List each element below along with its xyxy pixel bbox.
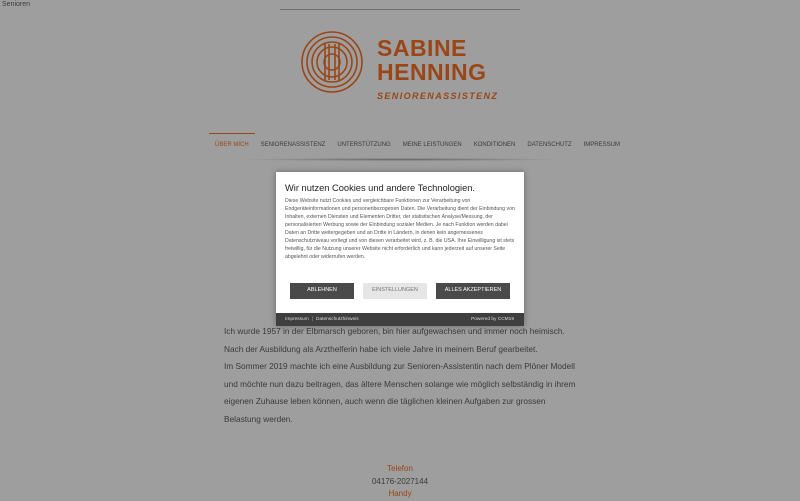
nav-item-impressum[interactable]: IMPRESSUM: [583, 142, 620, 148]
about-text: [224, 323, 584, 428]
cookie-dialog-text: Diese Website nutzt Cookies und vergleichbare Funktionen zur Verarbeitung von Endgeräteinformationen und personenbezogenen Daten. Die Verarbeitung dient der Einbindung von Inhalten, externen Diensten und Elementen Dritter, der statistischen Analyse/Messung, der personalisierten Werbung sowie der Einbindung sozialer Medien. Je nach Funktion werden dabei Daten an Dritte weitergegeben und an Dritte in Ländern, in denen kein angemessenes Datenschutzniveau vorliegt und von diesen verarbeitet wird, z. B. die USA. Ihre Einwilligung ist stets freiwillig, für die Nutzung unserer Website nicht erforderlich und kann jederzeit auf unserer Seite abgelehnt oder widerrufen werden.: [285, 198, 515, 260]
phone-label: Telefon: [387, 464, 413, 473]
nav-item-meine-leistungen[interactable]: MEINE LEISTUNGEN: [402, 142, 462, 148]
phone-value[interactable]: 04176-2027144: [371, 476, 429, 486]
nav-item-ueber-mich[interactable]: ÜBER MICH: [209, 133, 255, 156]
decline-button[interactable]: ABLEHNEN: [290, 283, 354, 299]
contact-block: [300, 463, 500, 501]
nav-shadow: [240, 158, 560, 161]
brand-tagline: SENIORENASSISTENZ: [377, 91, 499, 101]
brand-name-last: HENNING: [377, 59, 487, 85]
main-nav: [209, 133, 626, 157]
privacy-link[interactable]: Datenschutzhinweis: [315, 317, 359, 322]
nav-item-seniorenassistenz[interactable]: SENIORENASSISTENZ: [260, 142, 326, 148]
imprint-link[interactable]: Impressum: [285, 317, 309, 322]
brand-name-first: SABINE: [377, 35, 467, 61]
footer-separator: |: [311, 317, 313, 322]
settings-button[interactable]: EINSTELLUNGEN: [363, 283, 427, 299]
about-paragraph-2: Im Sommer 2019 machte ich eine Ausbildung zur Senioren-Assistentin nach dem Plöner Modell und möchte nun dazu beitragen, das ältere Menschen solange wie möglich selbständig in ihrem eigenen Zuhause leben können, auch wenn die täglichen kleinen Aufgaben zur grossen Belastung werden.: [224, 361, 576, 424]
mobile-label: Handy: [388, 489, 412, 498]
tab-title: Senioren: [2, 1, 31, 8]
nav-item-unterstuetzung[interactable]: UNTERSTÜTZUNG: [337, 142, 391, 148]
cookie-dialog-footer: [276, 313, 524, 326]
about-paragraph-1: Ich wurde 1957 in der Elbmarsch geboren, bin hier aufgewachsen und immer noch heimisch. Nach der Ausbildung als Arzthelferin habe ich viele Jahre in meinem Beruf gearbeitet.: [224, 326, 565, 354]
brand-logo[interactable]: [300, 30, 510, 110]
powered-by-link[interactable]: Powered by CCM19: [471, 317, 514, 322]
nav-item-datenschutz[interactable]: DATENSCHUTZ: [527, 142, 572, 148]
header-divider: [280, 9, 520, 10]
cookie-dialog-title: Wir nutzen Cookies und andere Technologien.: [285, 183, 476, 193]
nav-item-konditionen[interactable]: KONDITIONEN: [473, 142, 516, 148]
logo-emblem-icon: [300, 30, 364, 94]
accept-all-button[interactable]: ALLES AKZEPTIEREN: [436, 283, 510, 299]
cookie-consent-dialog: [276, 172, 524, 326]
